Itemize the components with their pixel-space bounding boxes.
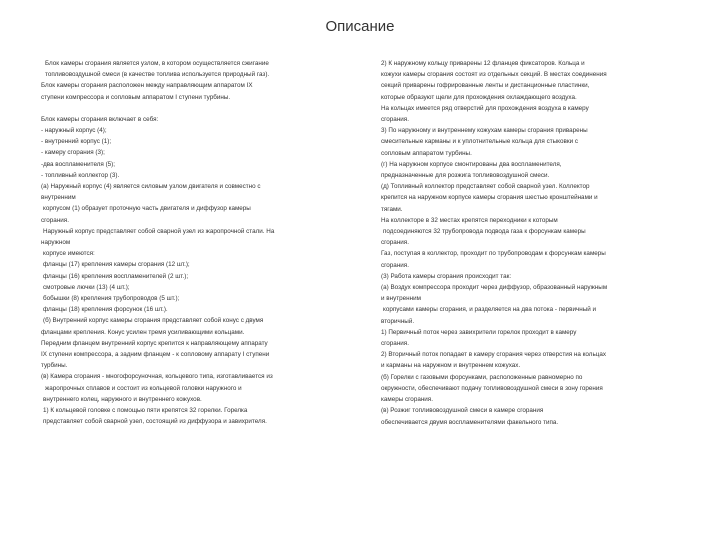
- text-line: (в) Камера сгорания - многофорсуночная, кольцевого типа, изготавливается из: [41, 373, 273, 381]
- text-line: (г) На наружном корпусе смонтированы два воспламенителя,: [381, 160, 562, 168]
- text-line: сгорания.: [381, 116, 409, 124]
- text-line: окружности, обеспечивают подачу топливовоздушной смеси в зону горения: [381, 384, 603, 392]
- text-line: На кольцах имеется ряд отверстий для прохождения воздуха в камеру: [381, 104, 589, 112]
- text-line: - внутренний корпус (1);: [41, 138, 112, 146]
- text-line: секций приварены гофрированные ленты и дистанционные пластинки,: [381, 82, 590, 90]
- text-line: и внутренним: [381, 295, 421, 303]
- text-line: (б) Внутренний корпус камеры сгорания представляет собой конус с двумя: [43, 317, 264, 325]
- text-line: (в) Розжиг топливовоздушной смеси в камере сгорания: [381, 407, 544, 415]
- text-line: камеры сгорания.: [381, 396, 433, 404]
- text-line: фланцы (18) крепления форсунок (16 шт.).: [43, 306, 168, 314]
- text-line: -два воспламенителя (5);: [41, 160, 116, 168]
- text-line: На коллекторе в 32 местах крепятся переходники к которым: [381, 216, 558, 224]
- text-line: Блок камеры сгорания является узлом, в котором осуществляется сжигание: [45, 60, 269, 67]
- text-line: корпусом (1) образует проточную часть двигателя и диффузор камеры: [43, 205, 251, 213]
- text-line: фланцы (17) крепления камеры сгорания (12 шт.);: [43, 261, 190, 269]
- right-text-column: [381, 58, 697, 428]
- text-line: сгорания.: [381, 261, 409, 269]
- text-line: Передним фланцем внутренний корпус крепится к направляющему аппарату: [41, 339, 268, 347]
- text-line: кожухи камеры сгорания состоят из отдельных секций. В местах соединения: [381, 71, 607, 79]
- text-line: крепится на наружном корпусе камеры сгорания шестью кронштейнами и: [381, 194, 598, 202]
- text-line: внутренним: [41, 194, 76, 202]
- text-line: - топливный коллектор (3).: [41, 171, 120, 179]
- text-line: Наружный корпус представляет собой сварной узел из жаропрочной стали. На: [43, 227, 275, 235]
- text-line: IX ступени компрессора, а задним фланцем - к сопловому аппарату I ступени: [41, 351, 270, 359]
- text-line: тягами.: [381, 205, 403, 213]
- text-line: (а) Наружный корпус (4) является силовым узлом двигателя и совместно с: [41, 183, 261, 191]
- text-line: смотровые лючки (13) (4 шт.);: [43, 283, 130, 291]
- text-line: вторичный.: [381, 317, 415, 325]
- text-line: (д) Топливный коллектор представляет собой сварной узел. Коллектор: [381, 183, 590, 191]
- text-line: корпусами камеры сгорания, и разделяется на два потока - первичный и: [383, 306, 597, 314]
- text-line: смесительные карманы и к уплотнительные кольца для стыковки с: [381, 138, 578, 146]
- text-line: топливовоздушной смеси (в качестве топлива используется природный газ).: [45, 71, 270, 79]
- text-line: бобышки (8) крепления трубопроводов (5 шт.);: [43, 295, 180, 303]
- text-line: Блок камеры сгорания расположен между направляющим аппаратом IX: [41, 82, 253, 90]
- text-line: (б) Горелки с газовыми форсунками, расположенные равномерно по: [381, 373, 583, 381]
- text-line: наружном: [41, 239, 71, 247]
- text-line: представляет собой сварной узел, состоящий из диффузора и завихрителя.: [43, 418, 267, 426]
- text-line: (а) Воздух компрессора проходит через диффузор, образованный наружным: [381, 284, 608, 292]
- text-line: турбины.: [41, 362, 68, 370]
- text-line: 2) К наружному кольцу приварены 12 фланцев фиксаторов. Кольца и: [381, 60, 585, 67]
- text-line: подсоединяются 32 трубопровода подвода газа к форсункам камеры: [383, 228, 586, 236]
- text-line: 2) Вторичный поток попадает в камеру сгорания через отверстия на кольцах: [381, 351, 607, 359]
- text-line: предназначенные для розжига топливовоздушной смеси.: [381, 172, 550, 180]
- text-line: которые образуют щели для прохождения охлаждающего воздуха.: [381, 93, 577, 101]
- text-line: фланцы (16) крепления воспламенителей (2 шт.);: [43, 272, 189, 280]
- text-line: - наружный корпус (4);: [41, 127, 107, 135]
- text-line: и карманы на наружном и внутреннем кожухах.: [381, 362, 521, 370]
- text-line: жаропрочных сплавов и состоит из кольцевой головки наружного и: [45, 384, 242, 392]
- text-line: Газ, поступая в коллектор, проходит по трубопроводам к форсункам камеры: [381, 250, 606, 258]
- text-line: 3) По наружному и внутреннему кожухам камеры сгорания приварены: [381, 127, 588, 135]
- text-line: фланцами крепления. Конус усилен тремя усиливающими кольцами.: [41, 328, 245, 336]
- text-line: - камеру сгорания (3);: [41, 149, 105, 157]
- text-line: обеспечивается двумя воспламенителями факельного типа.: [381, 418, 559, 426]
- text-line: (3) Работа камеры сгорания происходит так:: [381, 272, 512, 280]
- text-line: 1) К кольцевой головке с помощью пяти крепятся 32 горелки. Горелка: [43, 407, 248, 415]
- text-line: сгорания.: [381, 239, 409, 247]
- text-line: 1) Первичный поток через завихрители горелок проходит в камеру: [381, 328, 577, 336]
- text-line: корпусе имеются:: [43, 250, 95, 258]
- text-line: сгорания.: [381, 340, 409, 348]
- text-line: Блок камеры сгорания включает в себя:: [41, 115, 159, 123]
- text-line: сопловым аппаратом турбины.: [381, 149, 472, 157]
- text-line: внутреннего колец, наружного и внутреннего кожухов.: [43, 395, 202, 403]
- text-line: ступени компрессора и сопловым аппаратом I ступени турбины.: [41, 93, 231, 101]
- page-title: Описание: [325, 18, 395, 35]
- text-line: сгорания.: [41, 216, 69, 224]
- left-text-column: [41, 58, 357, 428]
